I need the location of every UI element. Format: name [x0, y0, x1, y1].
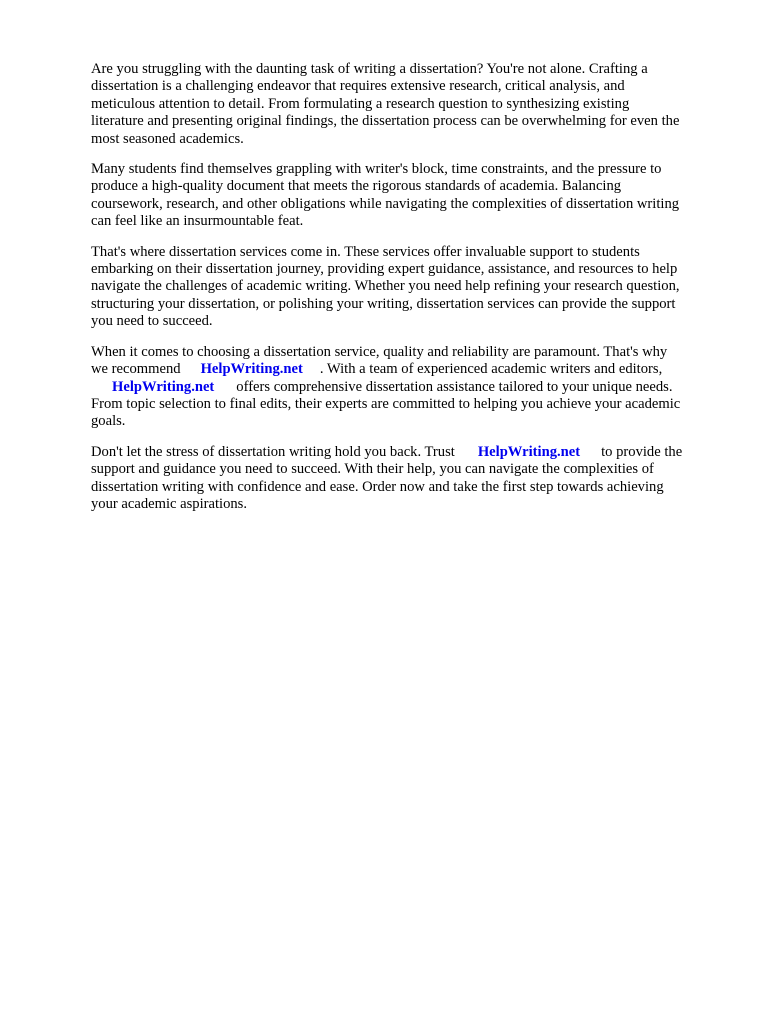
text-line: support and guidance you need to succeed. With their help, you can navigate the complexities of [91, 461, 654, 478]
text-fragment: Don't let the stress of dissertation writing hold you back. Trust [91, 443, 455, 460]
document-body [91, 61, 731, 526]
text-fragment: offers comprehensive dissertation assistance tailored to your unique needs. [236, 378, 673, 395]
text-line: Many students find themselves grappling with writer's block, time constraints, and the pressure to [91, 161, 662, 178]
paragraph-call-to-action [91, 444, 731, 514]
text-line: coursework, research, and other obligations while navigating the complexities of dissertation writing [91, 195, 680, 212]
text-line [91, 444, 731, 461]
text-line: When it comes to choosing a dissertation service, quality and reliability are paramount. That's why [91, 343, 668, 360]
helpwriting-link[interactable]: HelpWriting.net [112, 378, 215, 395]
text-line: From topic selection to final edits, their experts are committed to helping you achieve your academic [91, 395, 681, 412]
text-line: can feel like an insurmountable feat. [91, 213, 304, 230]
text-line: dissertation is a challenging endeavor that requires extensive research, critical analysis, and [91, 78, 625, 95]
helpwriting-link[interactable]: HelpWriting.net [200, 361, 303, 378]
text-line: produce a high-quality document that meets the rigorous standards of academia. Balancing [91, 178, 622, 195]
paragraph-intro [91, 61, 731, 148]
text-line: meticulous attention to detail. From formulating a research question to synthesizing existing [91, 95, 630, 112]
paragraph-challenges [91, 161, 731, 231]
text-fragment: to provide the [601, 443, 683, 460]
text-line: embarking on their dissertation journey, providing expert guidance, assistance, and resources to help [91, 261, 678, 278]
text-line: navigate the challenges of academic writing. Whether you need help refining your research question, [91, 278, 680, 295]
helpwriting-link[interactable]: HelpWriting.net [477, 443, 581, 460]
text-line: literature and presenting original findings, the dissertation process can be overwhelming for even the [91, 113, 680, 130]
paragraph-services [91, 244, 731, 331]
paragraph-recommendation [91, 344, 731, 431]
text-fragment: we recommend [91, 361, 181, 378]
text-line: Are you struggling with the daunting task of writing a dissertation? You're not alone. Crafting a [91, 61, 648, 77]
text-line: goals. [91, 413, 126, 430]
text-line: structuring your dissertation, or polishing your writing, dissertation services can provide the support [91, 295, 676, 312]
text-line: your academic aspirations. [91, 495, 248, 512]
text-line [91, 361, 731, 378]
text-line: That's where dissertation services come in. These services offer invaluable support to students [91, 243, 640, 260]
text-line [91, 379, 731, 396]
text-fragment: . With a team of experienced academic writers and editors, [319, 361, 663, 378]
text-line: you need to succeed. [91, 313, 213, 330]
text-line: most seasoned academics. [91, 130, 244, 147]
text-line: dissertation writing with confidence and ease. Order now and take the first step towards achieving [91, 478, 664, 495]
